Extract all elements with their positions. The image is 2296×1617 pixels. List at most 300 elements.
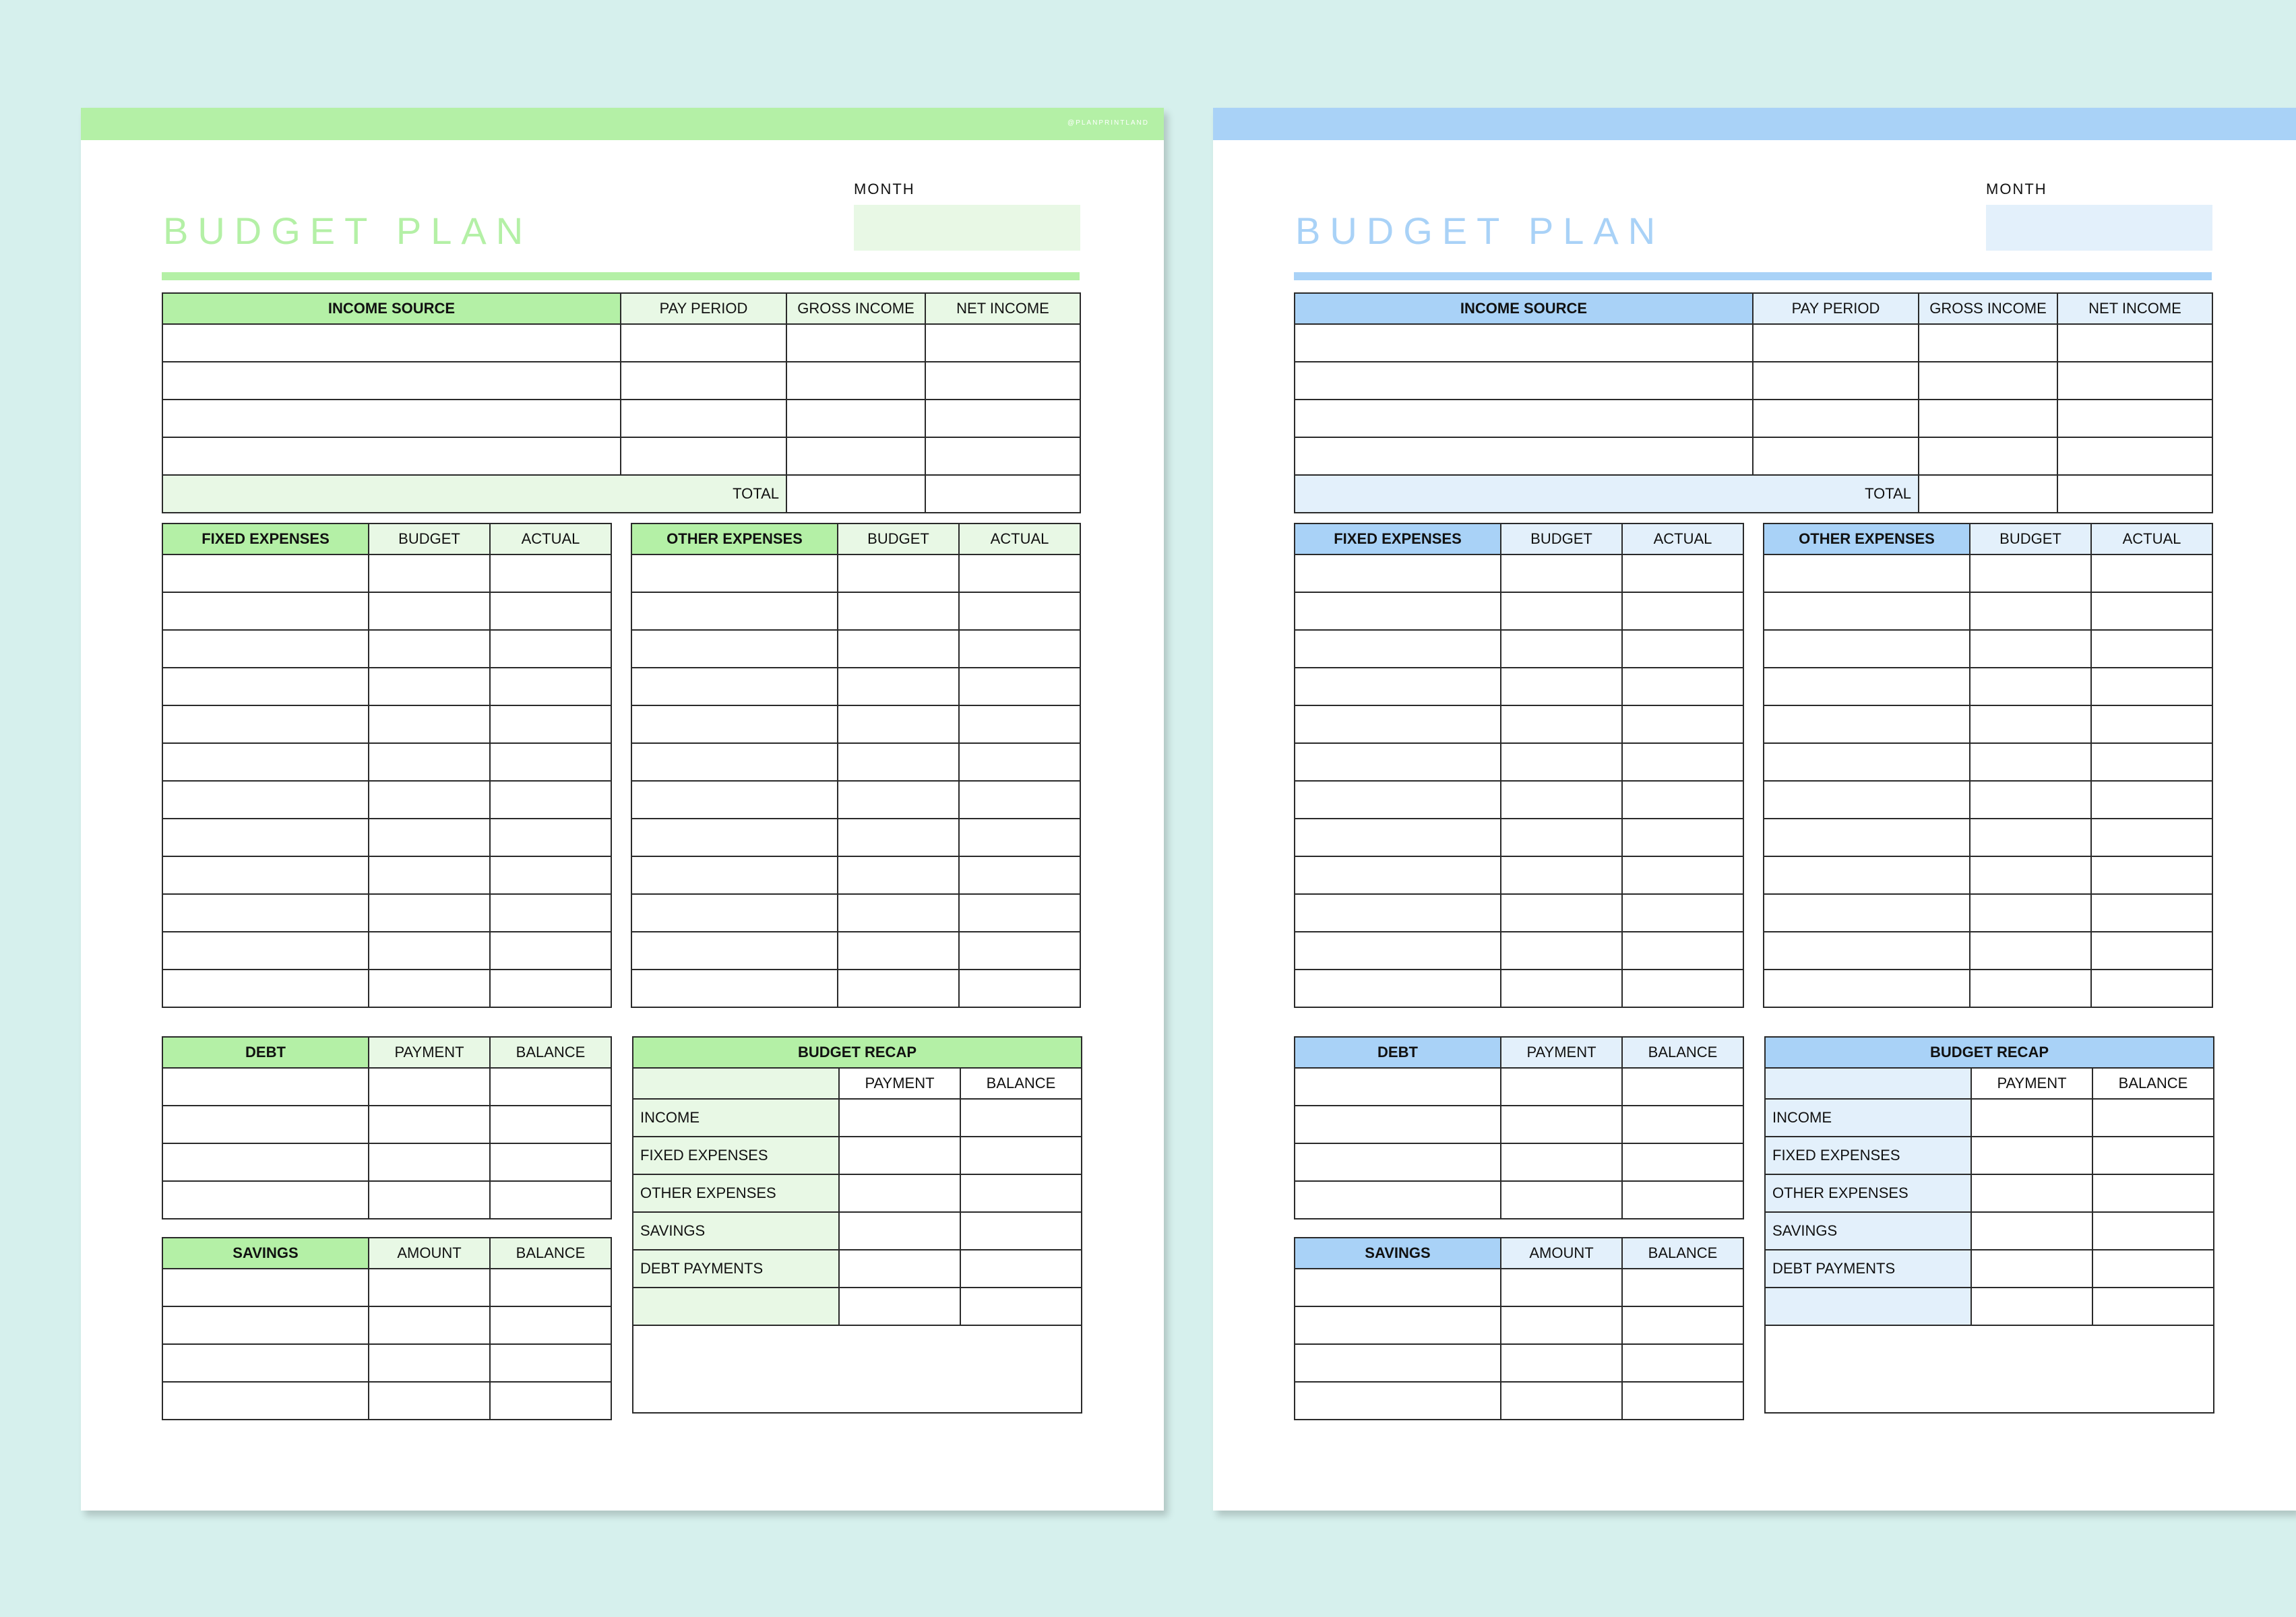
expense-cell[interactable] — [1501, 705, 1622, 743]
recap-row — [633, 1250, 1082, 1288]
income-cell[interactable] — [621, 362, 786, 400]
recap-cell[interactable] — [1971, 1137, 2092, 1174]
debt-cell[interactable] — [1295, 1106, 1501, 1143]
expense-cell[interactable] — [838, 970, 959, 1007]
income-cell[interactable] — [786, 362, 925, 400]
table-row — [1295, 592, 1743, 630]
expense-cell[interactable] — [1622, 743, 1743, 781]
income-cell[interactable] — [2057, 400, 2212, 437]
expense-cell[interactable] — [959, 970, 1080, 1007]
expense-cell[interactable] — [1970, 554, 2091, 592]
expense-cell[interactable] — [959, 894, 1080, 932]
income-cell[interactable] — [2057, 437, 2212, 475]
expense-cell[interactable] — [369, 668, 490, 705]
total-row — [162, 475, 1080, 513]
expense-cell[interactable] — [631, 970, 838, 1007]
expense-cell[interactable] — [1622, 932, 1743, 970]
savings-cell[interactable] — [1501, 1382, 1622, 1420]
recap-row-label[interactable] — [633, 1288, 839, 1325]
table-row — [1295, 743, 1743, 781]
recap-cell[interactable] — [2092, 1137, 2214, 1174]
expense-cell[interactable] — [631, 743, 838, 781]
income-cell[interactable] — [786, 400, 925, 437]
savings-cell[interactable] — [1295, 1269, 1501, 1306]
expense-cell[interactable] — [1764, 970, 1970, 1007]
table-row — [1764, 705, 2212, 743]
recap-cell[interactable] — [1971, 1250, 2092, 1288]
expense-cell[interactable] — [1295, 705, 1501, 743]
table-row — [162, 856, 611, 894]
recap-cell[interactable] — [1971, 1174, 2092, 1212]
expense-cell[interactable] — [1295, 743, 1501, 781]
recap-cell[interactable] — [960, 1174, 1082, 1212]
savings-cell[interactable] — [1622, 1344, 1743, 1382]
expense-cell[interactable] — [490, 630, 611, 668]
savings-cell[interactable] — [162, 1382, 369, 1420]
debt-cell[interactable] — [1501, 1181, 1622, 1219]
expense-cell[interactable] — [1622, 668, 1743, 705]
expense-cell[interactable] — [959, 743, 1080, 781]
month-label: MONTH — [1986, 181, 2047, 197]
savings-cell[interactable] — [490, 1382, 611, 1420]
expense-cell[interactable] — [1764, 894, 1970, 932]
recap-cell[interactable] — [839, 1099, 960, 1137]
expense-cell[interactable] — [631, 668, 838, 705]
total-net-cell[interactable] — [925, 475, 1080, 513]
expense-cell[interactable] — [1295, 668, 1501, 705]
income-cell[interactable] — [621, 400, 786, 437]
expense-cell[interactable] — [838, 743, 959, 781]
total-net-cell[interactable] — [2057, 475, 2212, 513]
table-row — [162, 1181, 611, 1219]
savings-cell[interactable] — [369, 1269, 490, 1306]
expense-cell[interactable] — [1501, 668, 1622, 705]
expense-cell[interactable] — [2091, 705, 2212, 743]
balance-header: BALANCE — [490, 1037, 611, 1068]
income-cell[interactable] — [925, 324, 1080, 362]
income-cell[interactable] — [1919, 400, 2057, 437]
expense-cell[interactable] — [1622, 592, 1743, 630]
expense-cell[interactable] — [1501, 932, 1622, 970]
expense-cell[interactable] — [369, 743, 490, 781]
table-row — [1295, 932, 1743, 970]
recap-cell[interactable] — [2092, 1250, 2214, 1288]
expense-cell[interactable] — [1295, 970, 1501, 1007]
expense-cell[interactable] — [1970, 705, 2091, 743]
savings-cell[interactable] — [490, 1306, 611, 1344]
fixed-expenses-header: FIXED EXPENSES — [162, 524, 369, 554]
expense-cell[interactable] — [1764, 819, 1970, 856]
table-row — [1295, 1382, 1743, 1420]
expense-cell[interactable] — [1501, 630, 1622, 668]
expense-cell[interactable] — [1622, 856, 1743, 894]
expense-cell[interactable] — [490, 743, 611, 781]
savings-cell[interactable] — [1622, 1269, 1743, 1306]
month-field[interactable] — [1986, 205, 2212, 251]
expense-cell[interactable] — [1970, 970, 2091, 1007]
expense-cell[interactable] — [1622, 554, 1743, 592]
expense-cell[interactable] — [490, 856, 611, 894]
expense-cell[interactable] — [369, 856, 490, 894]
recap-row-label: FIXED EXPENSES — [1765, 1137, 1971, 1174]
amount-header: AMOUNT — [1501, 1238, 1622, 1269]
expense-cell[interactable] — [1295, 554, 1501, 592]
expense-cell[interactable] — [490, 932, 611, 970]
expense-cell[interactable] — [1295, 630, 1501, 668]
income-cell[interactable] — [162, 362, 621, 400]
expense-cell[interactable] — [1295, 894, 1501, 932]
expense-cell[interactable] — [1501, 970, 1622, 1007]
expense-cell[interactable] — [490, 781, 611, 819]
expense-cell[interactable] — [369, 592, 490, 630]
recap-row-label: INCOME — [1765, 1099, 1971, 1137]
income-cell[interactable] — [786, 437, 925, 475]
expense-cell[interactable] — [838, 932, 959, 970]
debt-cell[interactable] — [162, 1181, 369, 1219]
expense-cell[interactable] — [162, 894, 369, 932]
expense-cell[interactable] — [490, 668, 611, 705]
expense-cell[interactable] — [838, 856, 959, 894]
savings-cell[interactable] — [162, 1344, 369, 1382]
expense-cell[interactable] — [1970, 819, 2091, 856]
expense-cell[interactable] — [1622, 630, 1743, 668]
table-row — [162, 324, 1080, 362]
expense-cell[interactable] — [490, 819, 611, 856]
total-gross-cell[interactable] — [1919, 475, 2057, 513]
recap-cell[interactable] — [1971, 1099, 2092, 1137]
income-cell[interactable] — [786, 324, 925, 362]
expense-cell[interactable] — [838, 894, 959, 932]
budget-header: BUDGET — [1501, 524, 1622, 554]
savings-cell[interactable] — [1295, 1344, 1501, 1382]
expense-cell[interactable] — [838, 554, 959, 592]
recap-cell[interactable] — [839, 1250, 960, 1288]
table-row — [1295, 1181, 1743, 1219]
expense-cell[interactable] — [1622, 819, 1743, 856]
expense-cell[interactable] — [369, 630, 490, 668]
expense-cell[interactable] — [2091, 630, 2212, 668]
income-cell[interactable] — [162, 324, 621, 362]
debt-cell[interactable] — [162, 1068, 369, 1106]
expense-cell[interactable] — [838, 781, 959, 819]
expense-cell[interactable] — [1764, 668, 1970, 705]
expense-cell[interactable] — [2091, 932, 2212, 970]
income-cell[interactable] — [162, 437, 621, 475]
expense-cell[interactable] — [162, 819, 369, 856]
recap-cell[interactable] — [839, 1288, 960, 1325]
expense-cell[interactable] — [1622, 781, 1743, 819]
debt-cell[interactable] — [1501, 1068, 1622, 1106]
savings-cell[interactable] — [369, 1306, 490, 1344]
income-cell[interactable] — [621, 324, 786, 362]
expense-cell[interactable] — [490, 554, 611, 592]
expense-cell[interactable] — [1764, 781, 1970, 819]
expense-cell[interactable] — [631, 894, 838, 932]
brand-label: @PLANPRINTLAND — [1067, 119, 1149, 127]
debt-cell[interactable] — [490, 1106, 611, 1143]
page-title: BUDGET PLAN — [1295, 210, 1665, 252]
income-cell[interactable] — [925, 362, 1080, 400]
expense-cell[interactable] — [162, 743, 369, 781]
debt-cell[interactable] — [1622, 1143, 1743, 1181]
expense-cell[interactable] — [1764, 743, 1970, 781]
expense-cell[interactable] — [369, 819, 490, 856]
debt-cell[interactable] — [369, 1068, 490, 1106]
total-gross-cell[interactable] — [786, 475, 925, 513]
income-cell[interactable] — [1919, 437, 2057, 475]
expense-cell[interactable] — [2091, 592, 2212, 630]
table-row — [162, 400, 1080, 437]
recap-cell[interactable] — [960, 1099, 1082, 1137]
expense-cell[interactable] — [2091, 819, 2212, 856]
income-cell[interactable] — [2057, 324, 2212, 362]
expense-cell[interactable] — [162, 705, 369, 743]
recap-cell[interactable] — [1971, 1212, 2092, 1250]
debt-cell[interactable] — [1501, 1106, 1622, 1143]
expense-cell[interactable] — [838, 630, 959, 668]
expense-cell[interactable] — [631, 932, 838, 970]
income-cell[interactable] — [1295, 400, 1753, 437]
income-cell[interactable] — [1919, 324, 2057, 362]
income-cell[interactable] — [1295, 362, 1753, 400]
table-row — [1764, 630, 2212, 668]
savings-cell[interactable] — [1295, 1382, 1501, 1420]
income-cell[interactable] — [162, 400, 621, 437]
expense-cell[interactable] — [1622, 970, 1743, 1007]
debt-cell[interactable] — [1295, 1143, 1501, 1181]
expense-cell[interactable] — [631, 705, 838, 743]
savings-cell[interactable] — [1501, 1269, 1622, 1306]
expense-cell[interactable] — [1970, 781, 2091, 819]
recap-cell[interactable] — [1971, 1288, 2092, 1325]
income-cell[interactable] — [925, 400, 1080, 437]
income-cell[interactable] — [1753, 400, 1919, 437]
expense-cell[interactable] — [1295, 856, 1501, 894]
fixed-expenses-table — [162, 523, 611, 1008]
expense-cell[interactable] — [2091, 894, 2212, 932]
expense-cell[interactable] — [369, 781, 490, 819]
income-cell[interactable] — [621, 437, 786, 475]
savings-cell[interactable] — [490, 1269, 611, 1306]
expense-cell[interactable] — [959, 554, 1080, 592]
table-row — [631, 970, 1080, 1007]
expense-cell[interactable] — [631, 781, 838, 819]
expense-cell[interactable] — [838, 668, 959, 705]
expense-cell[interactable] — [1764, 630, 1970, 668]
expense-cell[interactable] — [959, 856, 1080, 894]
income-cell[interactable] — [2057, 362, 2212, 400]
savings-cell[interactable] — [490, 1344, 611, 1382]
recap-row — [1765, 1250, 2214, 1288]
debt-cell[interactable] — [490, 1143, 611, 1181]
expense-cell[interactable] — [1622, 705, 1743, 743]
expense-cell[interactable] — [1501, 781, 1622, 819]
expense-cell[interactable] — [959, 705, 1080, 743]
actual-header: ACTUAL — [1622, 524, 1743, 554]
debt-cell[interactable] — [369, 1106, 490, 1143]
expense-cell[interactable] — [959, 592, 1080, 630]
balance-header: BALANCE — [1622, 1037, 1743, 1068]
debt-cell[interactable] — [369, 1143, 490, 1181]
recap-cell[interactable] — [2092, 1212, 2214, 1250]
expense-cell[interactable] — [1501, 743, 1622, 781]
recap-cell[interactable] — [2092, 1099, 2214, 1137]
income-table — [162, 292, 1080, 513]
expense-cell[interactable] — [490, 592, 611, 630]
recap-cell[interactable] — [960, 1250, 1082, 1288]
debt-cell[interactable] — [1295, 1181, 1501, 1219]
income-cell[interactable] — [1753, 362, 1919, 400]
savings-cell[interactable] — [162, 1306, 369, 1344]
income-cell[interactable] — [925, 437, 1080, 475]
expense-cell[interactable] — [162, 781, 369, 819]
expense-cell[interactable] — [838, 819, 959, 856]
expense-cell[interactable] — [1622, 894, 1743, 932]
expense-cell[interactable] — [1970, 630, 2091, 668]
debt-cell[interactable] — [490, 1068, 611, 1106]
expense-cell[interactable] — [2091, 856, 2212, 894]
table-row — [1295, 400, 2212, 437]
expense-cell[interactable] — [162, 856, 369, 894]
expense-cell[interactable] — [959, 932, 1080, 970]
expense-cell[interactable] — [631, 630, 838, 668]
debt-cell[interactable] — [162, 1106, 369, 1143]
expense-cell[interactable] — [369, 705, 490, 743]
other-expenses-table — [631, 523, 1080, 1008]
savings-cell[interactable] — [1295, 1306, 1501, 1344]
expense-cell[interactable] — [162, 554, 369, 592]
income-cell[interactable] — [1295, 437, 1753, 475]
recap-cell[interactable] — [960, 1137, 1082, 1174]
income-cell[interactable] — [1753, 324, 1919, 362]
savings-cell[interactable] — [1501, 1344, 1622, 1382]
debt-cell[interactable] — [1295, 1068, 1501, 1106]
savings-cell[interactable] — [162, 1269, 369, 1306]
expense-cell[interactable] — [1501, 856, 1622, 894]
expense-cell[interactable] — [162, 970, 369, 1007]
balance-header: BALANCE — [960, 1068, 1082, 1099]
expense-cell[interactable] — [959, 630, 1080, 668]
expense-cell[interactable] — [1501, 554, 1622, 592]
table-row — [162, 743, 611, 781]
recap-cell[interactable] — [839, 1137, 960, 1174]
recap-notes-area[interactable] — [1765, 1325, 2214, 1413]
expense-cell[interactable] — [1970, 592, 2091, 630]
expense-cell[interactable] — [2091, 668, 2212, 705]
recap-cell[interactable] — [839, 1174, 960, 1212]
expense-cell[interactable] — [1764, 554, 1970, 592]
expense-cell[interactable] — [1295, 592, 1501, 630]
expense-cell[interactable] — [1764, 856, 1970, 894]
expense-cell[interactable] — [959, 819, 1080, 856]
debt-cell[interactable] — [1622, 1068, 1743, 1106]
expense-cell[interactable] — [2091, 970, 2212, 1007]
debt-cell[interactable] — [1622, 1106, 1743, 1143]
recap-row-label: OTHER EXPENSES — [633, 1174, 839, 1212]
recap-row-label[interactable] — [1765, 1288, 1971, 1325]
savings-cell[interactable] — [1622, 1382, 1743, 1420]
debt-cell[interactable] — [369, 1181, 490, 1219]
budget-recap-table — [632, 1036, 1081, 1414]
recap-row-label: SAVINGS — [633, 1212, 839, 1250]
expense-cell[interactable] — [369, 932, 490, 970]
recap-row-label: SAVINGS — [1765, 1212, 1971, 1250]
debt-header: DEBT — [162, 1037, 369, 1068]
expense-cell[interactable] — [2091, 781, 2212, 819]
expense-cell[interactable] — [1764, 932, 1970, 970]
expense-cell[interactable] — [1764, 592, 1970, 630]
savings-cell[interactable] — [369, 1344, 490, 1382]
expense-cell[interactable] — [2091, 554, 2212, 592]
expense-cell[interactable] — [959, 668, 1080, 705]
expense-cell[interactable] — [1501, 819, 1622, 856]
savings-cell[interactable] — [369, 1382, 490, 1420]
expense-cell[interactable] — [1295, 819, 1501, 856]
expense-cell[interactable] — [631, 856, 838, 894]
recap-blank-header — [1765, 1068, 1971, 1099]
table-row — [1295, 970, 1743, 1007]
recap-notes-area[interactable] — [633, 1325, 1082, 1413]
expense-cell[interactable] — [162, 668, 369, 705]
expense-cell[interactable] — [2091, 743, 2212, 781]
savings-cell[interactable] — [1501, 1306, 1622, 1344]
debt-cell[interactable] — [490, 1181, 611, 1219]
income-cell[interactable] — [1295, 324, 1753, 362]
expense-cell[interactable] — [631, 819, 838, 856]
expense-cell[interactable] — [838, 592, 959, 630]
recap-cell[interactable] — [960, 1212, 1082, 1250]
expense-cell[interactable] — [490, 970, 611, 1007]
expense-cell[interactable] — [490, 705, 611, 743]
expense-cell[interactable] — [1970, 668, 2091, 705]
table-row — [162, 894, 611, 932]
expense-cell[interactable] — [369, 554, 490, 592]
recap-cell[interactable] — [2092, 1174, 2214, 1212]
debt-cell[interactable] — [162, 1143, 369, 1181]
expense-cell[interactable] — [369, 894, 490, 932]
expense-cell[interactable] — [1295, 781, 1501, 819]
expense-cell[interactable] — [162, 592, 369, 630]
income-cell[interactable] — [1919, 362, 2057, 400]
income-cell[interactable] — [1753, 437, 1919, 475]
recap-cell[interactable] — [960, 1288, 1082, 1325]
month-field[interactable] — [854, 205, 1080, 251]
expense-cell[interactable] — [162, 630, 369, 668]
expense-cell[interactable] — [162, 932, 369, 970]
month-label: MONTH — [854, 181, 915, 197]
expense-cell[interactable] — [1970, 856, 2091, 894]
expense-cell[interactable] — [1970, 894, 2091, 932]
savings-cell[interactable] — [1622, 1306, 1743, 1344]
expense-cell[interactable] — [490, 894, 611, 932]
expense-cell[interactable] — [1970, 743, 2091, 781]
expense-cell[interactable] — [1501, 894, 1622, 932]
debt-cell[interactable] — [1622, 1181, 1743, 1219]
expense-cell[interactable] — [959, 781, 1080, 819]
expense-cell[interactable] — [1970, 932, 2091, 970]
expense-cell[interactable] — [1295, 932, 1501, 970]
recap-cell[interactable] — [2092, 1288, 2214, 1325]
expense-cell[interactable] — [631, 592, 838, 630]
recap-cell[interactable] — [839, 1212, 960, 1250]
debt-cell[interactable] — [1501, 1143, 1622, 1181]
expense-cell[interactable] — [369, 970, 490, 1007]
recap-row-label: DEBT PAYMENTS — [1765, 1250, 1971, 1288]
expense-cell[interactable] — [1501, 592, 1622, 630]
expense-cell[interactable] — [1764, 705, 1970, 743]
expense-cell[interactable] — [838, 705, 959, 743]
expense-cell[interactable] — [631, 554, 838, 592]
